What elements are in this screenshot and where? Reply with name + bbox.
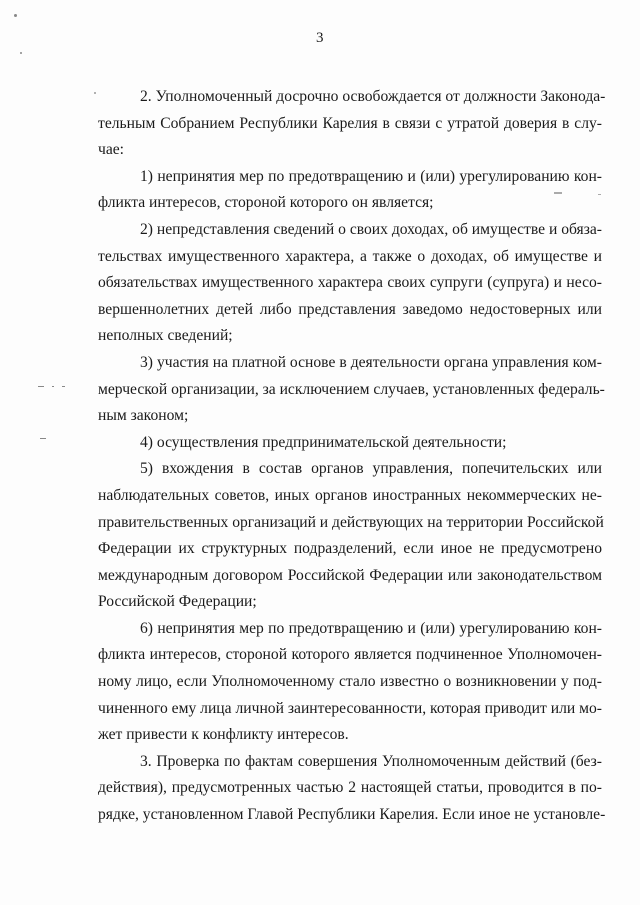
paragraph-2-line-1: 2. Уполномоченный досрочно освобождается от должности Законода- — [140, 88, 606, 105]
item-1-line-1: 1) непринятия мер по предотвращению и (или) урегулированию кон- — [140, 167, 602, 185]
item-6-line-5: жет привести к конфликту интересов. — [98, 726, 349, 744]
item-5-line-6: Российской Федерации; — [98, 593, 257, 611]
item-6-line-4: чиненного ему лица личной заинтересованности, которая приводит или мо- — [98, 699, 602, 717]
item-2-line-2: тельствах имущественного характера, а также о доходах, об имуществе и — [98, 247, 602, 265]
item-3-line-2: мерческой организации, за исключением случаев, установленных федераль- — [98, 380, 605, 398]
item-2-line-5: неполных сведений; — [98, 327, 233, 345]
item-4-line-1: 4) осуществления предпринимательской деятельности; — [140, 433, 507, 451]
item-5-line-5: международным договором Российской Федерации или законодательством — [98, 566, 602, 584]
item-5-line-2: наблюдательных советов, иных органов иностранных некоммерческих не- — [98, 486, 602, 504]
scan-speck — [598, 194, 601, 195]
scan-speck — [20, 52, 22, 54]
document-body — [98, 84, 606, 829]
item-6-line-3: ному лицо, если Уполномоченному стало известно о возникновении у под- — [98, 673, 602, 691]
scan-speck — [38, 386, 44, 387]
scan-speck — [554, 192, 562, 194]
scan-speck — [14, 14, 17, 17]
item-3-line-1: 3) участия на платной основе в деятельности органа управления ком- — [140, 353, 602, 371]
paragraph-2-line-3: чае: — [98, 141, 125, 159]
item-3-line-3: ным законом; — [98, 407, 189, 425]
paragraph-3-line-1: 3. Проверка по фактам совершения Уполномоченным действий (без- — [140, 752, 602, 770]
item-6-line-1: 6) непринятия мер по предотвращению и (или) урегулированию кон- — [140, 619, 602, 637]
item-2-line-4: вершеннолетних детей либо представления заведомо недостоверных или — [98, 300, 602, 318]
scan-speck — [94, 92, 96, 94]
paragraph-2-line-2: тельным Собранием Республики Карелия в связи с утратой доверия в слу- — [98, 114, 602, 132]
item-5-line-1: 5) вхождения в состав органов управления, попечительских или — [140, 460, 602, 478]
item-5-line-3: правительственных организаций и действующих на территории Российской — [98, 513, 604, 531]
paragraph-3-line-3: рядке, установленном Главой Республики Карелия. Если иное не установле- — [98, 806, 606, 824]
item-2-line-1: 2) непредставления сведений о своих доходах, об имуществе и обяза- — [140, 220, 602, 238]
item-1-line-2: фликта интересов, стороной которого он является; — [98, 194, 434, 212]
page-number: 3 — [316, 30, 324, 46]
item-2-line-3: обязательствах имущественного характера своих супруги (супруга) и несо- — [98, 274, 602, 292]
item-5-line-4: Федерации их структурных подразделений, если иное не предусмотрено — [98, 540, 602, 558]
paragraph-3-line-2: действия), предусмотренных частью 2 настоящей статьи, проводится в по- — [98, 779, 602, 797]
scan-speck — [52, 386, 54, 387]
scan-speck — [40, 438, 46, 439]
scan-speck — [62, 386, 65, 387]
item-6-line-2: фликта интересов, стороной которого является подчиненное Уполномочен- — [98, 646, 602, 664]
